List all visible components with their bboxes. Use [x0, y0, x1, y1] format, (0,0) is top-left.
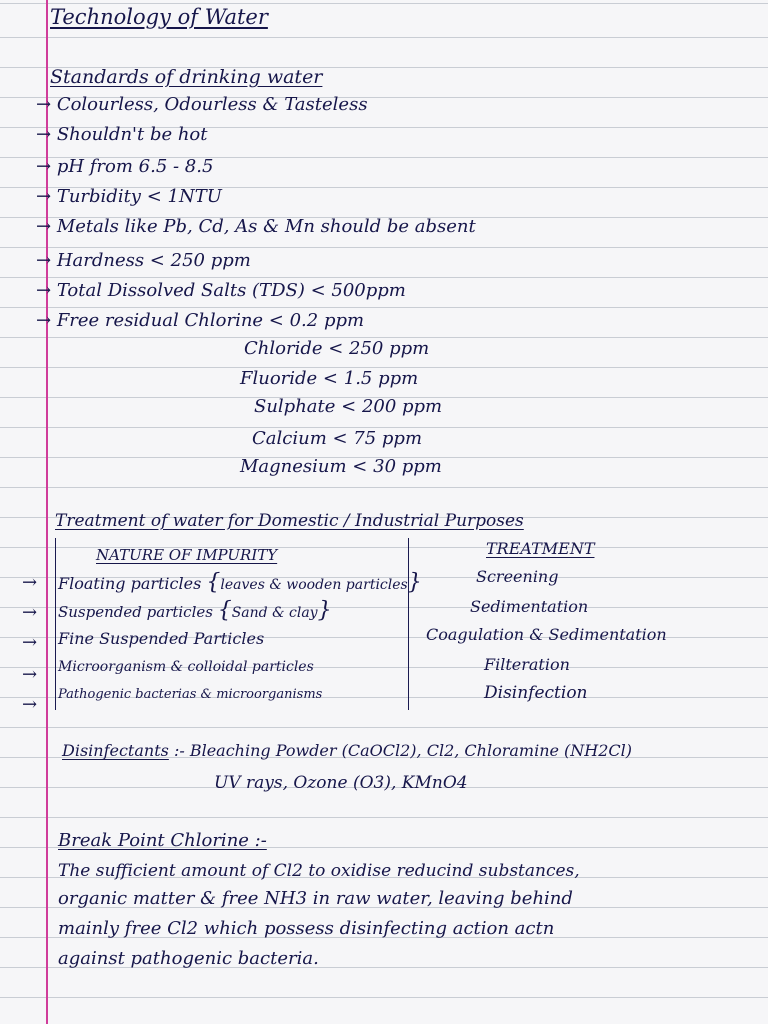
standard-item: → Total Dissolved Salts (TDS) < 500ppm — [36, 280, 406, 301]
standard-item: → Hardness < 250 ppm — [36, 250, 251, 271]
table-row — [58, 628, 264, 650]
impurity-cell: Suspended particles — [58, 603, 213, 621]
row-arrow: → — [22, 632, 38, 653]
impurity-cell: Microorganism & colloidal particles — [58, 659, 314, 675]
treatment-cell: Sedimentation — [470, 597, 589, 616]
table-row — [58, 684, 322, 706]
page-title: Technology of Water — [50, 5, 268, 29]
impurity-cell: Floating particles — [58, 574, 202, 593]
row-arrow: → — [22, 602, 38, 623]
limit-item: Fluoride < 1.5 ppm — [240, 368, 419, 389]
table-row: Floating particles {leaves & wooden particles} — [58, 570, 422, 595]
impurity-cell: Pathogenic bacterias & microorganisms — [58, 687, 323, 702]
table-divider — [408, 538, 409, 710]
margin-line — [46, 0, 48, 1024]
impurity-cell: Fine Suspended Particles — [58, 629, 265, 648]
col-header-impurity: NATURE OF IMPURITY — [96, 546, 278, 564]
disinfectants-line1 — [62, 740, 632, 762]
limit-item: Chloride < 250 ppm — [244, 338, 430, 359]
treatment-cell: Coagulation & Sedimentation — [426, 625, 667, 644]
limit-item: Calcium < 75 ppm — [252, 428, 423, 449]
standard-item: → Free residual Chlorine < 0.2 ppm — [36, 310, 365, 331]
standard-item: → Turbidity < 1NTU — [36, 186, 222, 207]
treatment-heading: Treatment of water for Domestic / Industrial Purposes — [55, 511, 524, 531]
row-arrow: → — [22, 664, 38, 685]
row-arrow: → — [22, 572, 38, 593]
table-row: Suspended particles {Sand & clay} — [58, 598, 332, 623]
standard-item: → Shouldn't be hot — [36, 124, 208, 145]
limit-item: Magnesium < 30 ppm — [240, 456, 442, 477]
treatment-cell: Disinfection — [484, 683, 588, 703]
disinfectants-label: Disinfectants — [62, 741, 169, 760]
disinfectants-line2: UV rays, Ozone (O3), KMnO4 — [214, 773, 468, 793]
row-arrow: → — [22, 694, 38, 715]
breakpoint-text: against pathogenic bacteria. — [58, 948, 319, 969]
table-left-border — [55, 538, 56, 710]
limit-item: Sulphate < 200 ppm — [254, 396, 443, 417]
treatment-cell: Filteration — [484, 655, 570, 674]
example-cell: Sand & clay — [231, 605, 318, 621]
treatment-cell: Screening — [476, 567, 559, 586]
standard-item: → Metals like Pb, Cd, As & Mn should be absent — [36, 216, 476, 237]
standard-item: → Colourless, Odourless & Tasteless — [36, 94, 368, 115]
table-row — [58, 656, 314, 678]
example-cell: leaves & wooden particles — [220, 577, 408, 593]
disinfectants-list: :- Bleaching Powder (CaOCl2), Cl2, Chloramine (NH2Cl) — [173, 741, 633, 760]
standards-heading: Standards of drinking water — [50, 66, 323, 88]
breakpoint-heading: Break Point Chlorine :- — [58, 830, 267, 851]
breakpoint-text: mainly free Cl2 which possess disinfecting action actn — [58, 918, 555, 939]
breakpoint-text: organic matter & free NH3 in raw water, leaving behind — [58, 888, 573, 909]
breakpoint-text: The sufficient amount of Cl2 to oxidise reducind substances, — [58, 861, 580, 881]
standard-item: → pH from 6.5 - 8.5 — [36, 156, 214, 177]
col-header-treatment: TREATMENT — [486, 539, 595, 558]
